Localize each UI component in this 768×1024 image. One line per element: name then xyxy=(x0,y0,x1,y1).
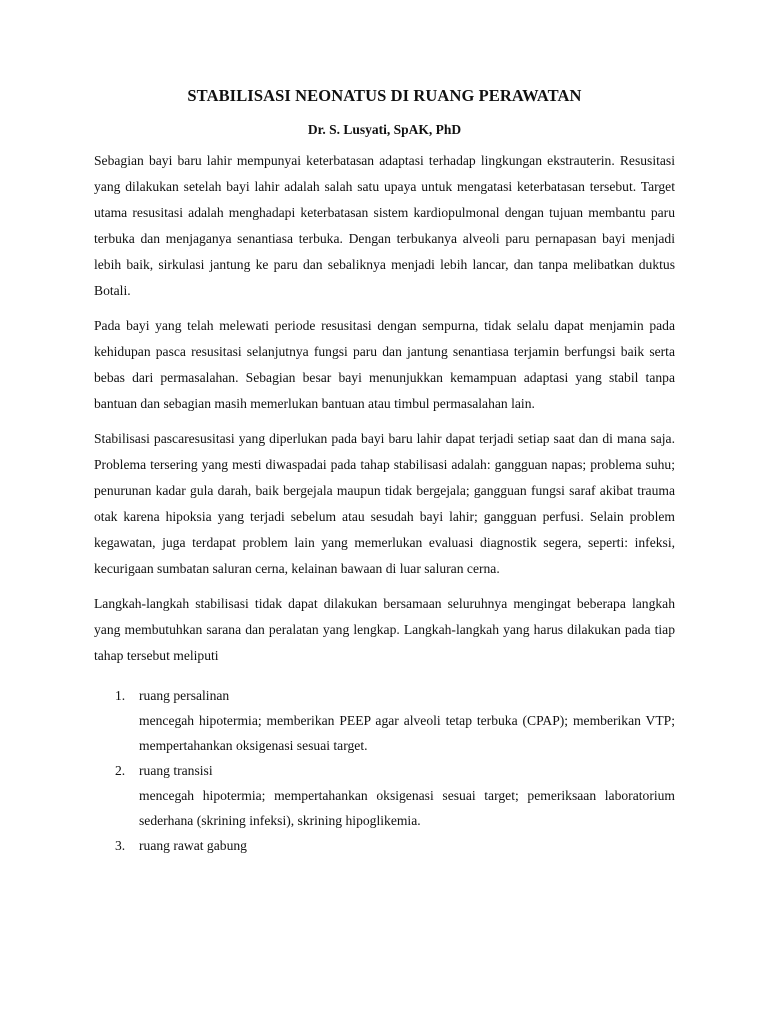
paragraph-steps-intro: Langkah-langkah stabilisasi tidak dapat dilakukan bersamaan seluruhnya mengingat beberapa langkah yang membutuhkan sarana dan peralatan yang lengkap. Langkah-langkah yang harus dilakukan pada tiap tahap tersebut meliputi xyxy=(94,596,675,663)
list-item-number: 1. xyxy=(115,688,126,703)
paragraph-stabilization-problems: Stabilisasi pascaresusitasi yang diperlukan pada bayi baru lahir dapat terjadi setiap saat dan di mana saja. Problema tersering yang mesti diwaspadai pada tahap stabilisasi adalah: gangguan napas; problema suhu; penurunan kadar gula darah, baik bergejala maupun tidak bergejala; gangguan fungsi saraf akibat trauma otak karena hipoksia yang terjadi sebelum atau sesudah bayi lahir; gangguan perfusi. Selain problem kegawatan, juga terdapat problem lain yang memerlukan evaluasi diagnostik segera, seperti: infeksi, kecurigaan sumbatan saluran cerna, kelainan bawaan di luar saluran cerna. xyxy=(94,431,675,576)
list-item xyxy=(94,683,675,758)
list-item-heading: ruang transisi xyxy=(139,763,213,778)
paragraph-intro: Sebagian bayi baru lahir mempunyai keterbatasan adaptasi terhadap lingkungan ekstrauterin. Resusitasi yang dilakukan setelah bayi lahir adalah salah satu upaya untuk mengatasi keterbatasan tersebut. Target utama resusitasi adalah menghadapi keterbatasan sistem kardiopulmonal dengan tujuan membantu paru terbuka dan menjaganya senantiasa terbuka. Dengan terbukanya alveoli paru pernapasan bayi menjadi lebih baik, sirkulasi jantung ke paru dan sebaliknya menjadi lebih lancar, dan tanpa melibatkan duktus Botali. xyxy=(94,153,675,298)
list-item-number: 2. xyxy=(115,763,126,778)
list-item-heading: ruang rawat gabung xyxy=(139,838,247,853)
list-item-number: 3. xyxy=(115,838,126,853)
steps-list xyxy=(94,683,675,858)
document-page xyxy=(94,86,675,858)
list-item-detail: mencegah hipotermia; mempertahankan oksigenasi sesuai target; pemeriksaan laboratorium sederhana (skrining infeksi), skrining hipoglikemia. xyxy=(139,788,675,828)
document-title: STABILISASI NEONATUS DI RUANG PERAWATAN xyxy=(187,86,582,105)
list-item-detail: mencegah hipotermia; memberikan PEEP agar alveoli tetap terbuka (CPAP); memberikan VTP; mempertahankan oksigenasi sesuai target. xyxy=(139,713,675,753)
paragraph-post-resuscitation: Pada bayi yang telah melewati periode resusitasi dengan sempurna, tidak selalu dapat menjamin pada kehidupan pasca resusitasi selanjutnya fungsi paru dan jantung senantiasa terjamin berfungsi baik serta bebas dari permasalahan. Sebagian besar bayi menunjukkan kemampuan adaptasi yang stabil tanpa bantuan dan sebagian masih memerlukan bantuan atau timbul permasalahan lain. xyxy=(94,318,675,411)
list-item-heading: ruang persalinan xyxy=(139,688,230,703)
document-author: Dr. S. Lusyati, SpAK, PhD xyxy=(307,122,462,137)
list-item xyxy=(94,758,675,833)
list-item xyxy=(94,833,675,858)
